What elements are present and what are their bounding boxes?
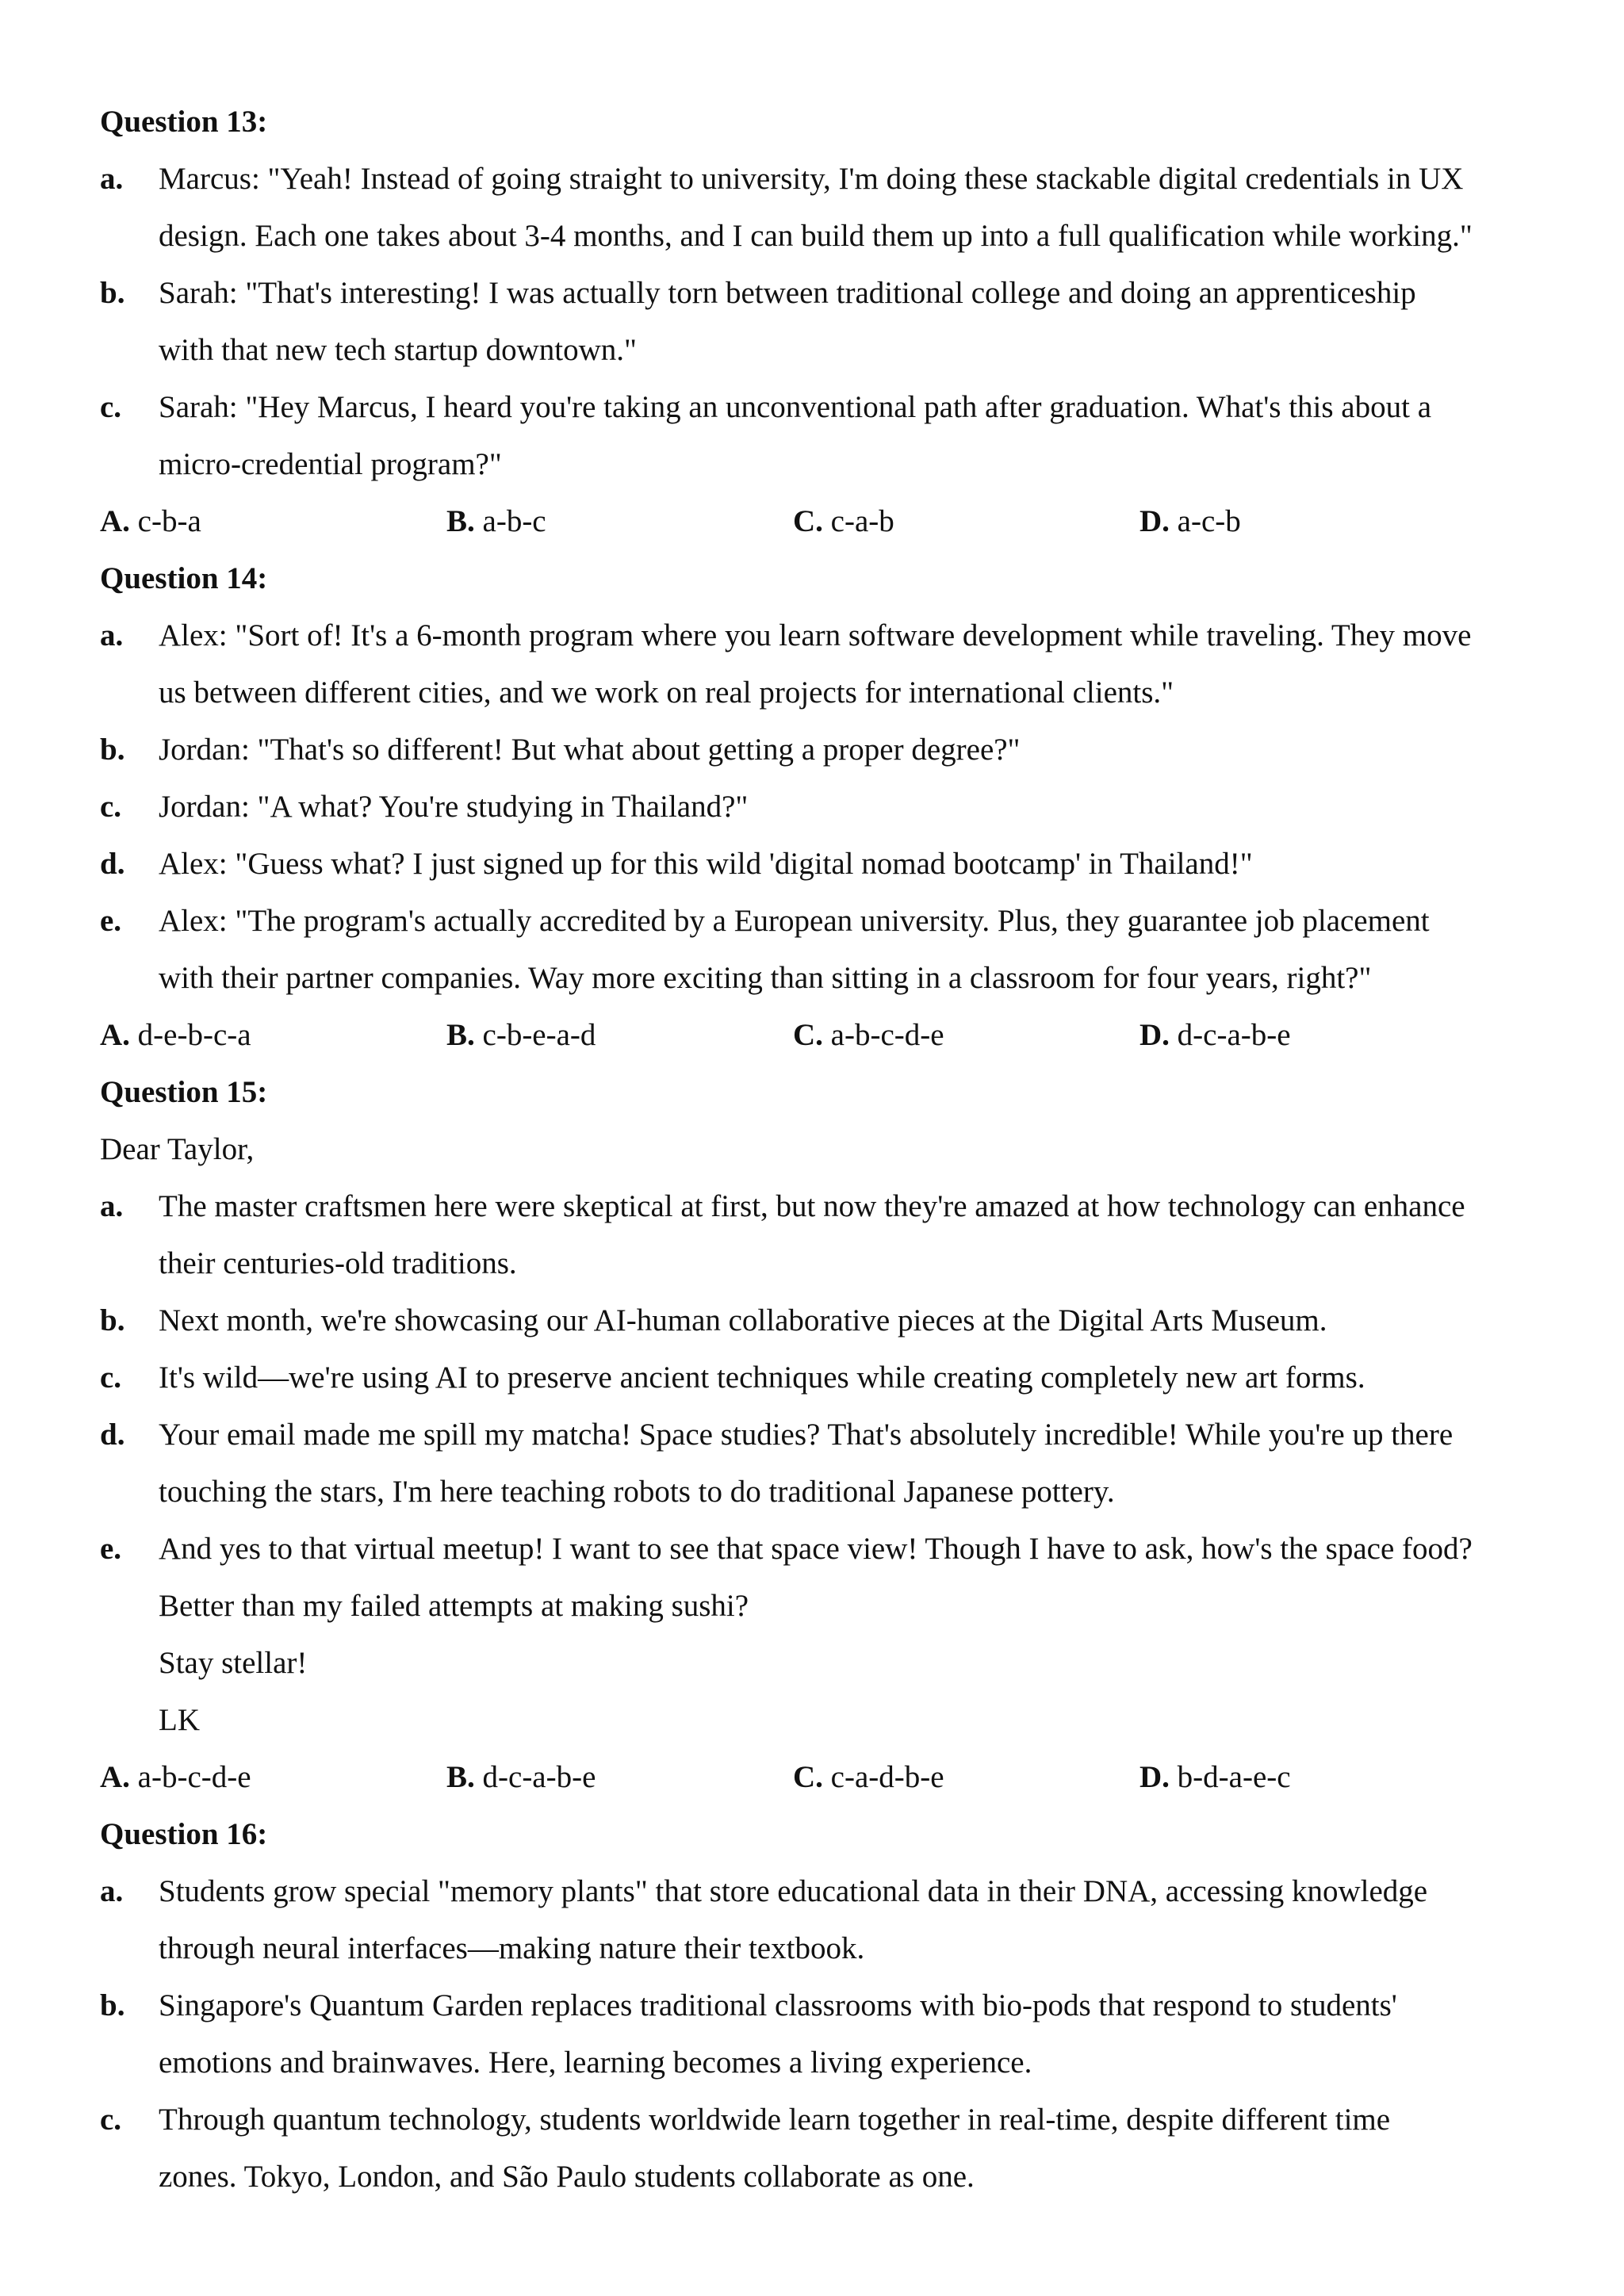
item-label: a.	[100, 618, 124, 652]
option-text: c-a-d-b-e	[830, 1760, 944, 1794]
option-letter: C.	[793, 1018, 823, 1052]
item-text	[159, 1406, 1551, 1521]
item-text	[159, 1178, 1551, 1292]
list-item	[100, 779, 1551, 836]
option-letter: A.	[100, 504, 130, 538]
item-label: b.	[100, 1988, 125, 2022]
item-text-line: design. Each one takes about 3-4 months, and I can build them up into a full qualification while working."	[159, 219, 1473, 253]
option-b[interactable]	[446, 493, 793, 550]
item-text-line: And yes to that virtual meetup! I want to see that space view! Though I have to ask, how's the space food?	[159, 1532, 1473, 1566]
item-text-line: Sarah: "Hey Marcus, I heard you're taking an unconventional path after graduation. What's this about a	[159, 390, 1431, 424]
item-text	[159, 893, 1551, 1007]
item-text-line: Jordan: "That's so different! But what about getting a proper degree?"	[159, 733, 1021, 767]
option-letter: C.	[793, 504, 823, 538]
question-14	[100, 550, 1551, 1064]
list-item	[100, 265, 1551, 379]
item-text-line: Alex: "The program's actually accredited by a European university. Plus, they guarantee job placement	[159, 904, 1430, 938]
question-title: Question 13:	[100, 105, 268, 139]
item-text-line: touching the stars, I'm here teaching robots to do traditional Japanese pottery.	[159, 1475, 1115, 1509]
item-text	[159, 1521, 1551, 1635]
option-c[interactable]	[793, 493, 1139, 550]
item-label: d.	[100, 847, 125, 881]
item-label: d.	[100, 1418, 125, 1452]
option-d[interactable]	[1139, 493, 1486, 550]
letter-greeting: Dear Taylor,	[100, 1132, 255, 1166]
item-text-line: zones. Tokyo, London, and São Paulo students collaborate as one.	[159, 2160, 975, 2194]
question-15	[100, 1064, 1551, 1806]
option-letter: B.	[446, 1018, 475, 1052]
item-label: c.	[100, 790, 122, 824]
list-item	[100, 379, 1551, 493]
item-text-line: Marcus: "Yeah! Instead of going straight to university, I'm doing these stackable digital credentials in UX	[159, 162, 1464, 196]
option-d[interactable]	[1139, 1749, 1486, 1806]
item-label: e.	[100, 904, 122, 938]
item-label: b.	[100, 1303, 125, 1337]
item-text-line: their centuries-old traditions.	[159, 1246, 517, 1280]
option-text: d-e-b-c-a	[137, 1018, 251, 1052]
list-item	[100, 893, 1551, 1007]
list-item	[100, 2091, 1551, 2206]
item-text	[159, 379, 1551, 493]
option-text: c-b-e-a-d	[482, 1018, 596, 1052]
question-title: Question 15:	[100, 1075, 268, 1109]
item-text	[159, 265, 1551, 379]
option-b[interactable]	[446, 1749, 793, 1806]
item-text	[159, 1977, 1551, 2091]
letter-closing: Stay stellar!	[159, 1646, 308, 1680]
item-text-line: micro-credential program?"	[159, 447, 502, 481]
option-letter: D.	[1139, 504, 1170, 538]
option-d[interactable]	[1139, 1007, 1486, 1064]
option-c[interactable]	[793, 1749, 1139, 1806]
item-label: b.	[100, 733, 125, 767]
item-label: c.	[100, 390, 122, 424]
letter-signature: LK	[159, 1703, 200, 1737]
item-text	[159, 1349, 1551, 1406]
item-text-line: It's wild—we're using AI to preserve ancient techniques while creating completely new art forms.	[159, 1360, 1365, 1395]
option-letter: C.	[793, 1760, 823, 1794]
item-text-line: Jordan: "A what? You're studying in Thailand?"	[159, 790, 749, 824]
list-item	[100, 721, 1551, 779]
item-text	[159, 779, 1551, 836]
question-13	[100, 94, 1551, 550]
question-title: Question 16:	[100, 1817, 268, 1851]
item-text-line: us between different cities, and we work on real projects for international clients."	[159, 675, 1174, 710]
item-label: a.	[100, 1189, 124, 1223]
list-item	[100, 1178, 1551, 1292]
option-letter: B.	[446, 1760, 475, 1794]
item-label: a.	[100, 1874, 124, 1908]
item-label: e.	[100, 1532, 122, 1566]
item-text-line: Your email made me spill my matcha! Space studies? That's absolutely incredible! While you're up there	[159, 1418, 1454, 1452]
option-a[interactable]	[100, 1007, 446, 1064]
item-text-line: through neural interfaces—making nature their textbook.	[159, 1931, 865, 1965]
option-letter: A.	[100, 1760, 130, 1794]
list-item	[100, 1292, 1551, 1349]
option-letter: D.	[1139, 1760, 1170, 1794]
option-text: a-b-c	[482, 504, 546, 538]
list-item	[100, 836, 1551, 893]
option-a[interactable]	[100, 493, 446, 550]
option-text: d-c-a-b-e	[1177, 1018, 1291, 1052]
option-letter: D.	[1139, 1018, 1170, 1052]
option-a[interactable]	[100, 1749, 446, 1806]
item-label: c.	[100, 2103, 122, 2137]
question-title: Question 14:	[100, 561, 268, 595]
answer-options	[100, 1007, 1551, 1064]
item-text-line: with that new tech startup downtown."	[159, 333, 637, 367]
item-text	[159, 836, 1551, 893]
list-item	[100, 1349, 1551, 1406]
item-text-line: Next month, we're showcasing our AI-human collaborative pieces at the Digital Arts Museum.	[159, 1303, 1327, 1337]
option-b[interactable]	[446, 1007, 793, 1064]
option-text: a-b-c-d-e	[137, 1760, 251, 1794]
item-text	[159, 2091, 1551, 2206]
document-page	[100, 94, 1551, 2206]
option-text: a-c-b	[1177, 504, 1241, 538]
option-text: b-d-a-e-c	[1177, 1760, 1291, 1794]
item-text-line: Alex: "Sort of! It's a 6-month program where you learn software development while traveling. They move	[159, 618, 1472, 652]
list-item	[100, 1863, 1551, 1977]
item-text	[159, 1863, 1551, 1977]
item-text	[159, 607, 1551, 721]
item-text-line: emotions and brainwaves. Here, learning becomes a living experience.	[159, 2045, 1032, 2080]
item-text-line: Sarah: "That's interesting! I was actually torn between traditional college and doing an apprenticeship	[159, 276, 1416, 310]
item-text-line: with their partner companies. Way more exciting than sitting in a classroom for four years, right?"	[159, 961, 1372, 995]
answer-options	[100, 1749, 1551, 1806]
option-c[interactable]	[793, 1007, 1139, 1064]
list-item	[100, 1406, 1551, 1521]
list-item	[100, 1977, 1551, 2091]
option-letter: A.	[100, 1018, 130, 1052]
item-label: c.	[100, 1360, 122, 1395]
item-text-line: The master craftsmen here were skeptical at first, but now they're amazed at how technology can enhance	[159, 1189, 1465, 1223]
answer-options	[100, 493, 1551, 550]
item-label: a.	[100, 162, 124, 196]
item-label: b.	[100, 276, 125, 310]
item-text	[159, 721, 1551, 779]
option-text: d-c-a-b-e	[482, 1760, 596, 1794]
list-item	[100, 1521, 1551, 1635]
item-text-line: Through quantum technology, students worldwide learn together in real-time, despite different time	[159, 2103, 1391, 2137]
option-letter: B.	[446, 504, 475, 538]
list-item	[100, 151, 1551, 265]
item-text-line: Alex: "Guess what? I just signed up for this wild 'digital nomad bootcamp' in Thailand!"	[159, 847, 1253, 881]
option-text: c-a-b	[830, 504, 894, 538]
item-text	[159, 1292, 1551, 1349]
list-item	[100, 607, 1551, 721]
item-text-line: Singapore's Quantum Garden replaces traditional classrooms with bio-pods that respond to students'	[159, 1988, 1397, 2022]
item-text	[159, 151, 1551, 265]
item-text-line: Better than my failed attempts at making sushi?	[159, 1589, 749, 1623]
question-16	[100, 1806, 1551, 2206]
option-text: a-b-c-d-e	[830, 1018, 944, 1052]
option-text: c-b-a	[137, 504, 201, 538]
item-text-line: Students grow special "memory plants" that store educational data in their DNA, accessing knowledge	[159, 1874, 1428, 1908]
